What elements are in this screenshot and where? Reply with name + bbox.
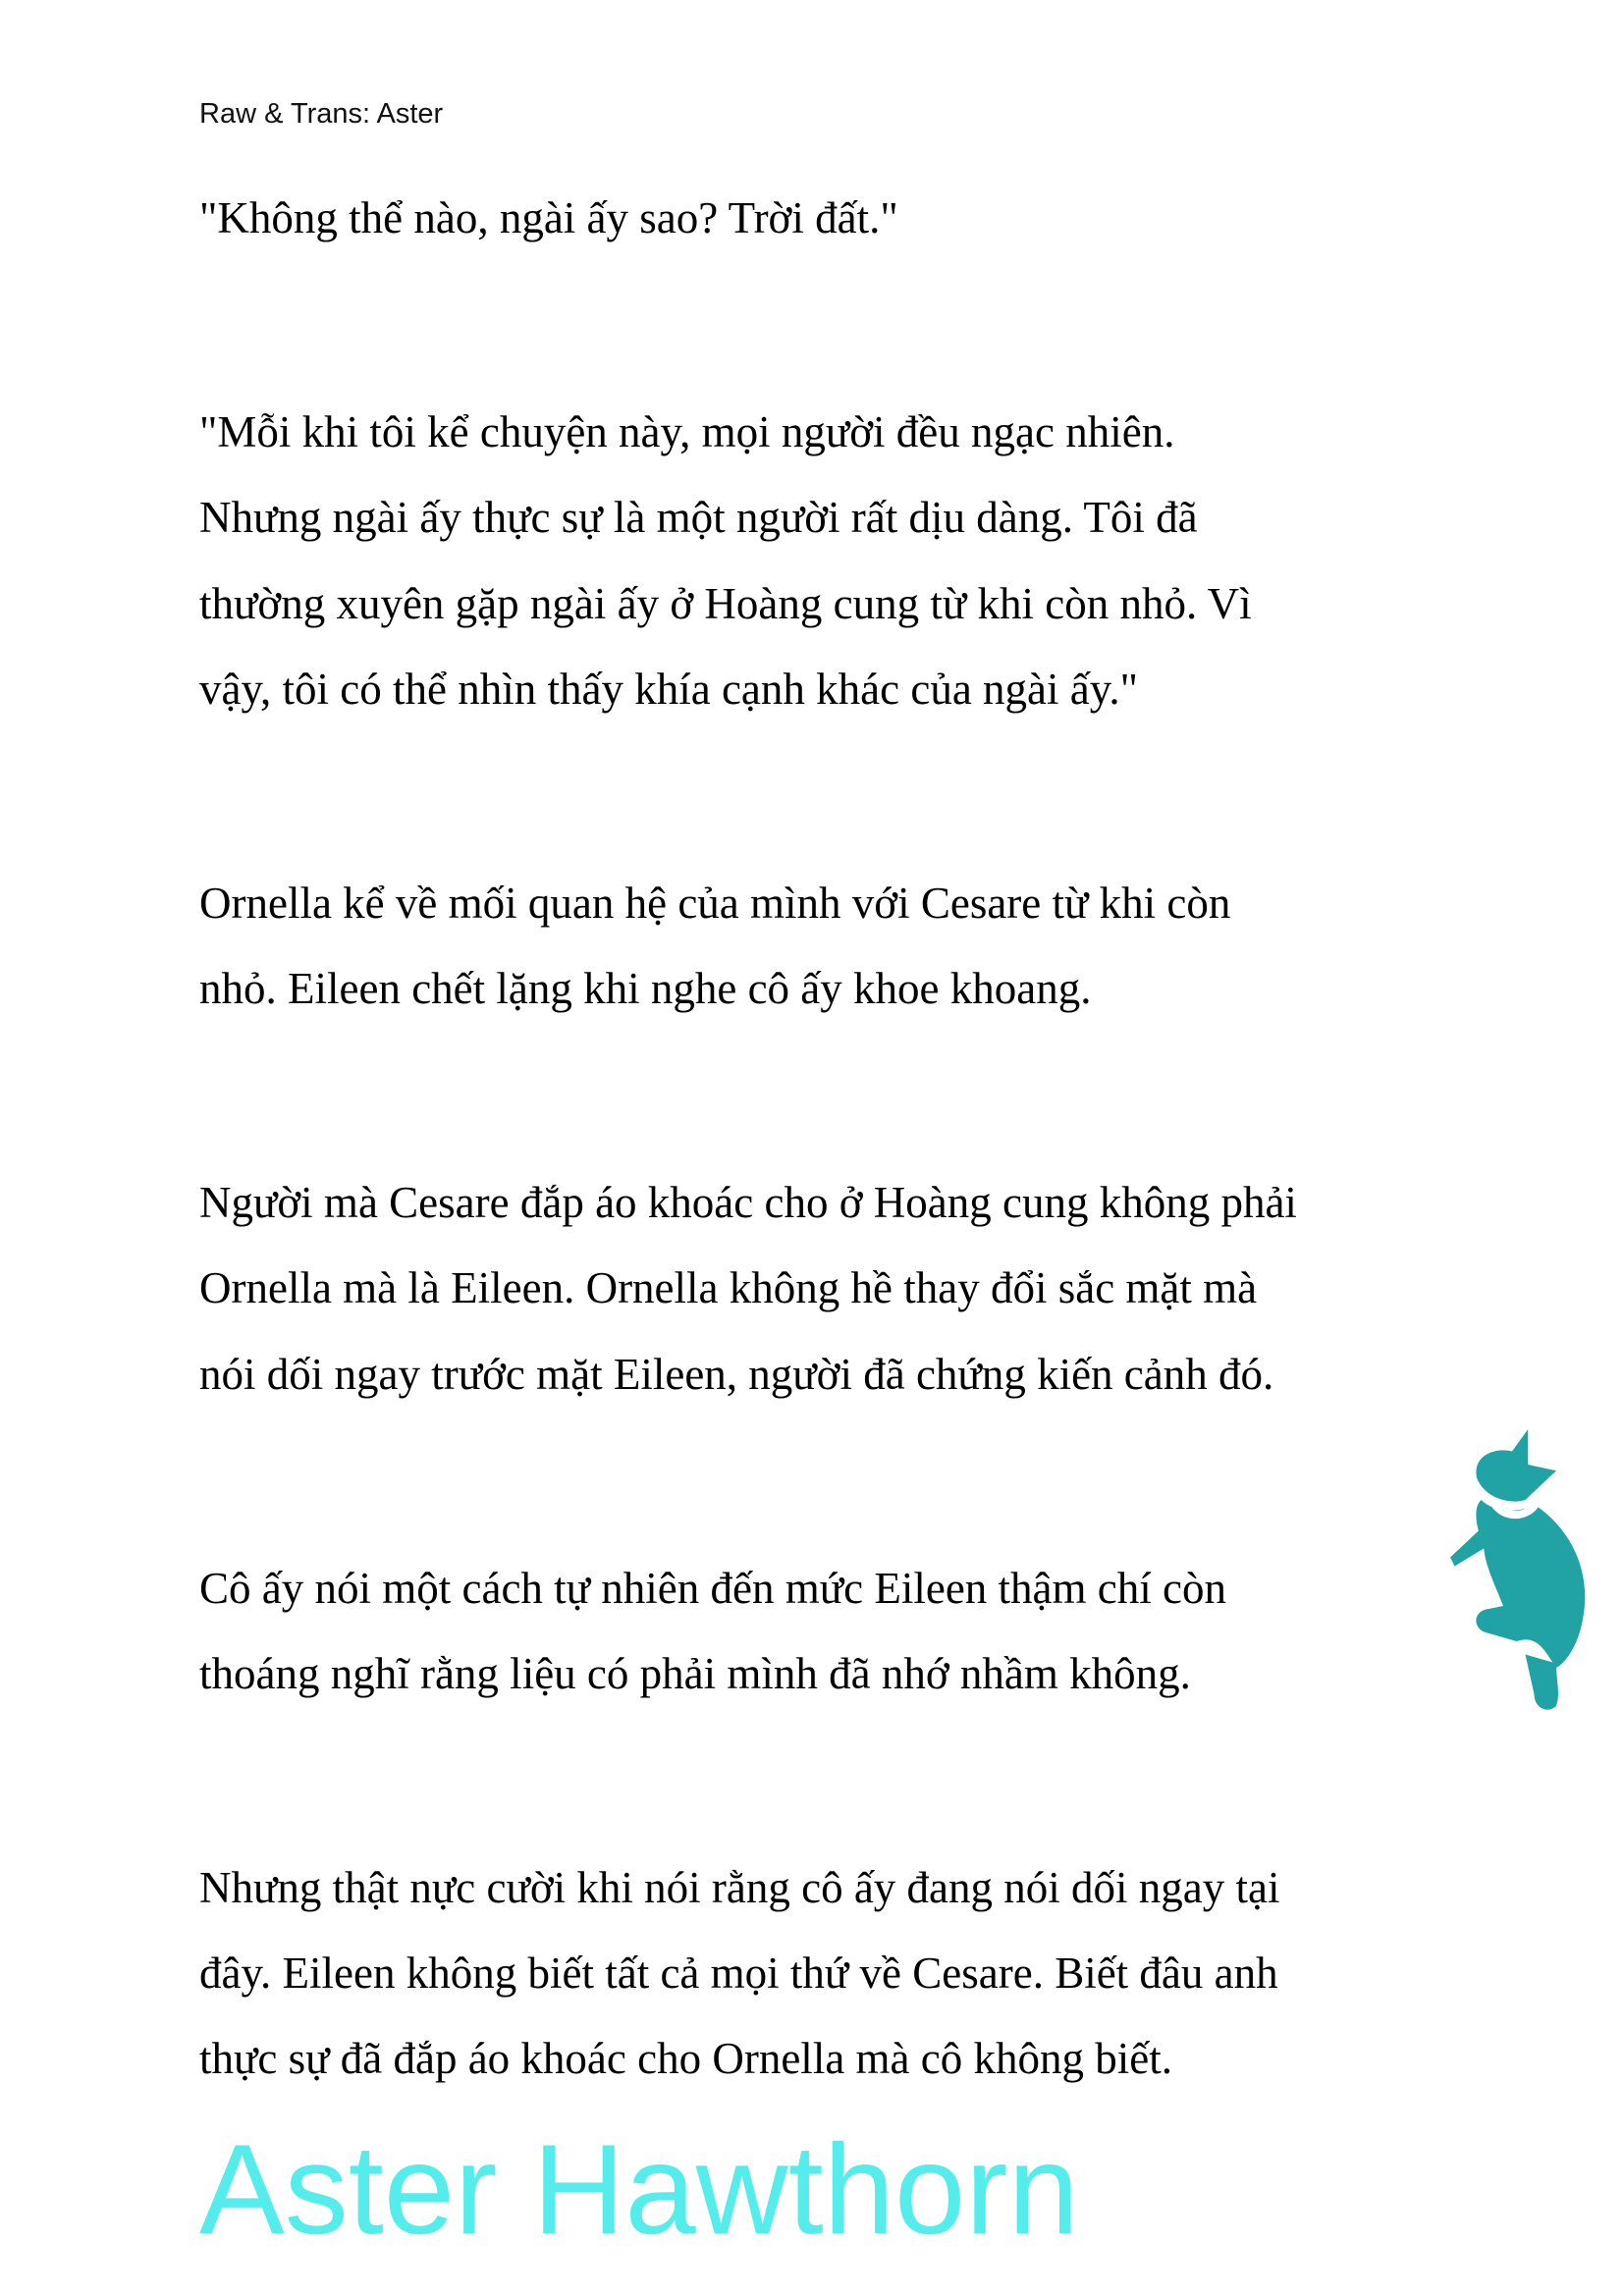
cat-logo-icon (1424, 1423, 1600, 1718)
text-line: Nhưng thật nực cười khi nói rằng cô ấy đang nói dối ngay tại (199, 1863, 1280, 1912)
text-line: "Không thể nào, ngài ấy sao? Trời đất." (199, 193, 898, 242)
text-line: Ornella mà là Eileen. Ornella không hề thay đổi sắc mặt mà (199, 1263, 1258, 1312)
text-line: nhỏ. Eileen chết lặng khi nghe cô ấy khoe khoang. (199, 964, 1092, 1013)
text-line: thực sự đã đắp áo khoác cho Ornella mà cô không biết. (199, 2034, 1172, 2083)
text-line: vậy, tôi có thể nhìn thấy khía cạnh khác của ngài ấy." (199, 665, 1138, 714)
text-line: "Mỗi khi tôi kể chuyện này, mọi người đều ngạc nhiên. (199, 407, 1175, 456)
translator-credit: Raw & Trans: Aster (199, 98, 444, 130)
text-line: thường xuyên gặp ngài ấy ở Hoàng cung từ khi còn nhỏ. Vì (199, 579, 1252, 628)
text-line: Nhưng ngài ấy thực sự là một người rất dịu dàng. Tôi đã (199, 493, 1198, 542)
text-line: Ornella kể về mối quan hệ của mình với Cesare từ khi còn (199, 879, 1231, 928)
text-line: thoáng nghĩ rằng liệu có phải mình đã nhớ nhầm không. (199, 1649, 1191, 1698)
text-line: đây. Eileen không biết tất cả mọi thứ về Cesare. Biết đâu anh (199, 1949, 1278, 1998)
text-line: Người mà Cesare đắp áo khoác cho ở Hoàng cung không phải (199, 1178, 1297, 1227)
text-line: Cô ấy nói một cách tự nhiên đến mức Eileen thậm chí còn (199, 1564, 1226, 1613)
text-line: nói dối ngay trước mặt Eileen, người đã chứng kiến cảnh đó. (199, 1350, 1274, 1399)
watermark-text: Aster Hawthorn (199, 2117, 1079, 2261)
